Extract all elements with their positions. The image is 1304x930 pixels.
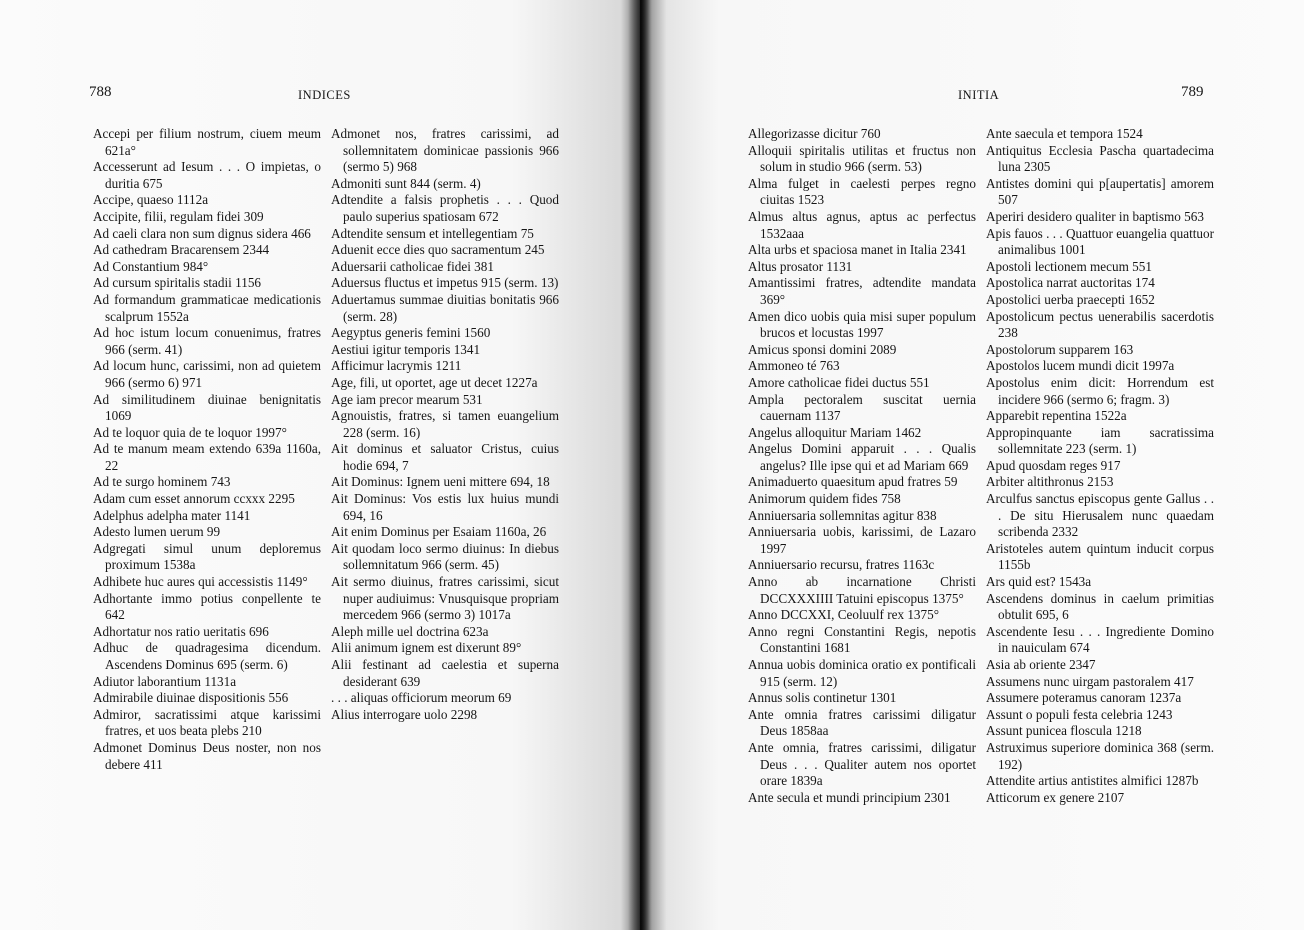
index-entry: Aegyptus generis femini 1560 xyxy=(331,325,491,341)
index-entry: Apostoli lectionem mecum 551 xyxy=(986,258,1152,274)
index-entry: Anniuersaria uobis, karissimi, de Lazaro 1997 xyxy=(748,524,976,556)
index-entry: Assunt o populi festa celebria 1243 xyxy=(986,706,1173,722)
index-entry: Ad te surgo hominem 743 xyxy=(93,474,231,490)
index-entry: Amen dico uobis quia misi super populum brucos et locustas 1997 xyxy=(748,308,976,341)
index-entry: Amicus sponsi domini 2089 xyxy=(748,341,897,357)
index-entry: Ammoneo té 763 xyxy=(748,358,840,374)
index-entry: Aestiui igitur temporis 1341 xyxy=(331,341,481,357)
index-entry: Adhortante immo potius conpellente te 642 xyxy=(93,590,321,623)
index-entry: Admonet Dominus Deus noster, non nos debere 411 xyxy=(93,739,321,772)
index-entry: Ait enim Dominus per Esaiam 1160a, 26 xyxy=(331,524,547,540)
index-entry: Adhortatur nos ratio ueritatis 696 xyxy=(93,623,269,639)
index-entry: Almus altus agnus, aptus ac perfectus 1532aaa xyxy=(748,208,976,241)
index-entry: Admoniti sunt 844 (serm. 4) xyxy=(331,175,481,191)
index-entry: Asia ab oriente 2347 xyxy=(986,657,1096,672)
index-entry: Appropinquante iam sacratissima sollemnitate 223 (serm. 1) xyxy=(986,424,1214,457)
index-entry: Accipite, filii, regulam fidei 309 xyxy=(93,208,264,224)
index-entry: Ad te loquor quia de te loquor 1997° xyxy=(93,424,287,440)
index-entry: Ad cursum spiritalis stadii 1156 xyxy=(93,275,262,291)
index-entry: Accesserunt ad Iesum . . . O impietas, o duritia 675 xyxy=(93,159,321,191)
index-entry: Aristoteles autem quintum inducit corpus 1155b xyxy=(986,540,1214,573)
index-column-left-2 xyxy=(331,126,559,723)
index-entry: Alma fulget in caelesti perpes regno ciuitas 1523 xyxy=(748,175,976,208)
index-entry: Apostolicum pectus uenerabilis sacerdotis 238 xyxy=(986,308,1214,341)
index-entry: Alii festinant ad caelestia et superna desiderant 639 xyxy=(331,657,559,689)
index-entry: Antiquitus Ecclesia Pascha quartadecima luna 2305 xyxy=(986,142,1214,175)
index-entry: Amantissimi fratres, adtendite mandata 369° xyxy=(748,275,976,307)
index-entry: Apparebit repentina 1522a xyxy=(986,408,1127,424)
index-entry: Amore catholicae fidei ductus 551 xyxy=(748,374,930,390)
index-entry: Ante omnia, fratres carissimi, diligatur Deus . . . Qualiter autem nos oportet orare 1839a xyxy=(748,739,976,789)
index-entry: Atticorum ex genere 2107 xyxy=(986,789,1125,805)
index-entry: Apostolos lucem mundi dicit 1997a xyxy=(986,358,1175,374)
index-entry: Alii animum ignem est dixerunt 89° xyxy=(331,640,522,656)
index-entry: Aduersarii catholicae fidei 381 xyxy=(331,258,494,274)
running-head-left: INDICES xyxy=(298,88,351,102)
index-entry: Adesto lumen uerum 99 xyxy=(93,524,221,540)
index-entry: Admonet nos, fratres carissimi, ad sollemnitatem dominicae passionis 966 (sermo 5) 968 xyxy=(331,126,559,175)
index-entry: Adiutor laborantium 1131a xyxy=(93,673,237,689)
index-entry: Agnouistis, fratres, si tamen euangelium 228 (serm. 16) xyxy=(331,408,559,440)
index-entry: Ad cathedram Bracarensem 2344 xyxy=(93,242,270,258)
index-entry: Ad hoc istum locum conuenimus, fratres 966 (serm. 41) xyxy=(93,325,321,357)
index-entry: Anniuersario recursu, fratres 1163c xyxy=(748,557,935,573)
index-entry: Ars quid est? 1543a xyxy=(986,574,1092,590)
index-entry: Ante secula et mundi principium 2301 xyxy=(748,789,951,805)
index-entry: Adelphus adelpha mater 1141 xyxy=(93,507,251,523)
index-entry: Alloquii spiritalis utilitas et fructus non solum in studio 966 (serm. 53) xyxy=(748,142,976,175)
index-entry: . . . aliquas officiorum meorum 69 xyxy=(331,690,512,706)
index-entry: Arbiter altithronus 2153 xyxy=(986,474,1114,490)
book-gutter-shadow xyxy=(628,0,652,930)
left-page xyxy=(0,0,640,930)
index-entry: Apostolica narrat auctoritas 174 xyxy=(986,275,1155,291)
index-entry: Ante saecula et tempora 1524 xyxy=(986,126,1143,141)
running-head-right: INITIA xyxy=(958,88,1000,102)
index-entry: Aperiri desidero qualiter in baptismo 563 xyxy=(986,208,1204,224)
index-entry: Admirabile diuinae dispositionis 556 xyxy=(93,690,289,706)
index-entry: Alta urbs et spaciosa manet in Italia 2341 xyxy=(748,242,967,258)
index-entry: Ante omnia fratres carissimi diligatur Deus 1858aa xyxy=(748,706,976,739)
index-entry: Ampla pectoralem suscitat uernia cauernam 1137 xyxy=(748,391,976,424)
index-entry: Angelus Domini apparuit . . . Qualis angelus? Ille ipse qui et ad Mariam 669 xyxy=(748,441,976,473)
index-entry: Apud quosdam reges 917 xyxy=(986,457,1121,473)
index-entry: Anno DCCXXI, Ceoluulf rex 1375° xyxy=(748,607,939,623)
index-entry: Assumere poteramus canoram 1237a xyxy=(986,690,1182,706)
index-entry: Apis fauos . . . Quattuor euangelia quattuor animalibus 1001 xyxy=(986,225,1214,258)
index-entry: Adtendite sensum et intellegentiam 75 xyxy=(331,225,534,241)
index-entry: Ad locum hunc, carissimi, non ad quietem 966 (sermo 6) 971 xyxy=(93,358,321,390)
index-entry: Aduersus fluctus et impetus 915 (serm. 13) xyxy=(331,275,559,291)
right-page xyxy=(640,0,1304,930)
index-entry: Altus prosator 1131 xyxy=(748,258,853,274)
index-entry: Adhuc de quadragesima dicendum. Ascendens Dominus 695 (serm. 6) xyxy=(93,640,321,672)
page-number-right: 789 xyxy=(1181,84,1204,100)
index-entry: Annus solis continetur 1301 xyxy=(748,690,897,706)
index-entry: Ait dominus et saluator Cristus, cuius hodie 694, 7 xyxy=(331,441,559,473)
index-entry: Aleph mille uel doctrina 623a xyxy=(331,623,489,639)
index-entry: Antistes domini qui p[aupertatis] amorem 507 xyxy=(986,175,1214,208)
index-column-right-2 xyxy=(986,126,1214,806)
index-entry: Anno ab incarnatione Christi DCCXXXIIII Tatuini episcopus 1375° xyxy=(748,574,976,606)
index-entry: Ad Constantium 984° xyxy=(93,258,209,274)
index-column-right-1 xyxy=(748,126,976,806)
index-entry: Alius interrogare uolo 2298 xyxy=(331,706,478,722)
index-entry: Afficimur lacrymis 1211 xyxy=(331,358,462,374)
index-entry: Angelus alloquitur Mariam 1462 xyxy=(748,424,922,440)
index-entry: Animorum quidem fides 758 xyxy=(748,491,901,507)
index-entry: Annua uobis dominica oratio ex pontificali 915 (serm. 12) xyxy=(748,657,976,689)
index-entry: Age iam precor mearum 531 xyxy=(331,391,483,407)
index-entry: Ad similitudinem diuinae benignitatis 1069 xyxy=(93,391,321,424)
index-entry: Adam cum esset annorum ccxxx 2295 xyxy=(93,491,295,507)
index-entry: Apostolus enim dicit: Horrendum est incidere 966 (sermo 6; fragm. 3) xyxy=(986,374,1214,407)
index-entry: Astruximus superiore dominica 368 (serm. 192) xyxy=(986,739,1214,772)
index-entry: Admiror, sacratissimi atque karissimi fratres, et uos beata plebs 210 xyxy=(93,706,321,739)
index-entry: Arculfus sanctus episcopus gente Gallus . . . De situ Hierusalem nunc quaedam scribenda 2332 xyxy=(986,491,1214,540)
index-entry: Ad formandum grammaticae medicationis scalprum 1552a xyxy=(93,291,321,324)
index-entry: Adhibete huc aures qui accessistis 1149° xyxy=(93,574,308,590)
index-entry: Ad caeli clara non sum dignus sidera 466 xyxy=(93,225,311,241)
index-entry: Ait sermo diuinus, fratres carissimi, sicut nuper audiuimus: Vnusquisque propriam mercedem 966 (sermo 3) 1017a xyxy=(331,574,559,623)
index-entry: Aduertamus summae diuitias bonitatis 966 (serm. 28) xyxy=(331,291,559,324)
index-entry: Accepi per filium nostrum, ciuem meum 621a° xyxy=(93,126,321,158)
index-entry: Ait Dominus: Ignem ueni mittere 694, 18 xyxy=(331,474,550,490)
index-entry: Age, fili, ut oportet, age ut decet 1227a xyxy=(331,374,538,390)
index-entry: Accipe, quaeso 1112a xyxy=(93,192,209,208)
page-number-left: 788 xyxy=(89,84,112,100)
index-entry: Ait Dominus: Vos estis lux huius mundi 694, 16 xyxy=(331,491,559,523)
index-entry: Apostolorum supparem 163 xyxy=(986,341,1134,357)
index-entry: Adtendite a falsis prophetis . . . Quod paulo superius spatiosam 672 xyxy=(331,192,559,224)
index-entry: Adgregati simul unum deploremus proximum 1538a xyxy=(93,540,321,573)
index-entry: Attendite artius antistites almifici 1287b xyxy=(986,773,1199,789)
index-entry: Assumens nunc uirgam pastoralem 417 xyxy=(986,673,1194,689)
index-entry: Ascendente Iesu . . . Ingrediente Domino in nauiculam 674 xyxy=(986,623,1214,656)
index-entry: Allegorizasse dicitur 760 xyxy=(748,126,881,141)
index-entry: Anno regni Constantini Regis, nepotis Constantini 1681 xyxy=(748,623,976,656)
index-column-left-1 xyxy=(93,126,321,773)
index-entry: Aduenit ecce dies quo sacramentum 245 xyxy=(331,242,545,258)
index-entry: Ait quodam loco sermo diuinus: In diebus sollemnitatum 966 (serm. 45) xyxy=(331,540,559,573)
index-entry: Ad te manum meam extendo 639a 1160a, 22 xyxy=(93,441,321,473)
index-entry: Ascendens dominus in caelum primitias obtulit 695, 6 xyxy=(986,590,1214,623)
index-entry: Assunt punicea floscula 1218 xyxy=(986,723,1142,739)
index-entry: Apostolici uerba praecepti 1652 xyxy=(986,291,1155,307)
index-entry: Anniuersaria sollemnitas agitur 838 xyxy=(748,507,937,523)
index-entry: Animaduerto quaesitum apud fratres 59 xyxy=(748,474,958,490)
